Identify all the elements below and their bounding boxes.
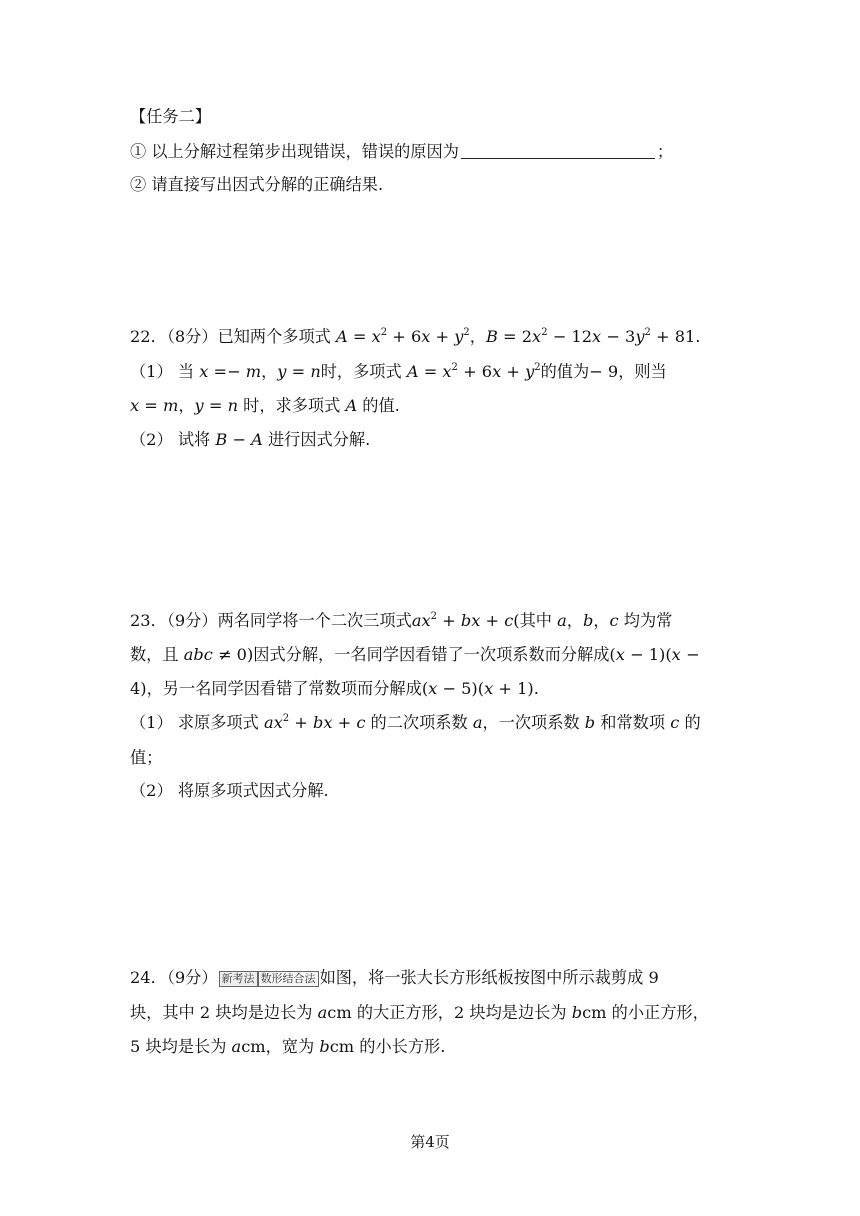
q22-part2: （2） 试将 B − A 进行因式分解. — [130, 430, 371, 449]
task2-item-1: ① 以上分解过程第步出现错误，错误的原因为 ； — [130, 142, 674, 161]
q23-stem-line2: 数，且 abc ≠ 0)因式分解，一名同学因看错了一次项系数而分解成(x − 1)(x − — [130, 645, 700, 664]
q24-line3: 5 块均是长为 acm，宽为 bcm 的小长方形. — [130, 1037, 446, 1056]
q22-stem: 22．（8分）已知两个多项式 $A = x^2 + 6x + y^2$，$B = 2x^2 - 12x - 3y^2 + 81$. — [130, 327, 701, 346]
q24-tag-badges — [219, 966, 319, 988]
q23-part1-cont: 值； — [130, 748, 163, 767]
q22-part1: （1） 当 x =− m，y = n时，多项式 $A = x^2 + 6x + y^2$的值为− 9，则当 — [130, 362, 667, 381]
page-number: 第4页 — [410, 1133, 450, 1151]
answer-blank[interactable] — [461, 142, 655, 159]
q23-stem-line1: 23．（9分）两名同学将一个二次三项式$ax^2$ + bx + c(其中 a，b，c 均为常 — [130, 611, 673, 630]
q24-line2: 块，其中 2 块均是边长为 acm 的大正方形，2 块均是边长为 bcm 的小正方形， — [130, 1003, 709, 1022]
q23-stem-line3: 4)，另一名同学因看错了常数项而分解成(x − 5)(x + 1). — [130, 679, 539, 698]
task2-item-2: ② 请直接写出因式分解的正确结果. — [130, 175, 384, 194]
q23-part1: （1） 求原多项式 $ax^2$ + bx + c 的二次项系数 a，一次项系数 b 和常数项 c 的 — [130, 713, 701, 732]
q24-line1: 24．（9分） 新考法 数形结合法 如图，将一张大长方形纸板按图中所示裁剪成 9 — [130, 968, 659, 987]
new-method-badge: 新考法 — [219, 971, 258, 987]
task2-heading: 【任务二】 — [130, 107, 211, 126]
q22-part1-cont: x = m，y = n 时，求多项式 A 的值. — [130, 396, 400, 415]
method-badge: 数形结合法 — [258, 971, 319, 987]
q23-part2: （2） 将原多项式因式分解. — [130, 781, 329, 800]
